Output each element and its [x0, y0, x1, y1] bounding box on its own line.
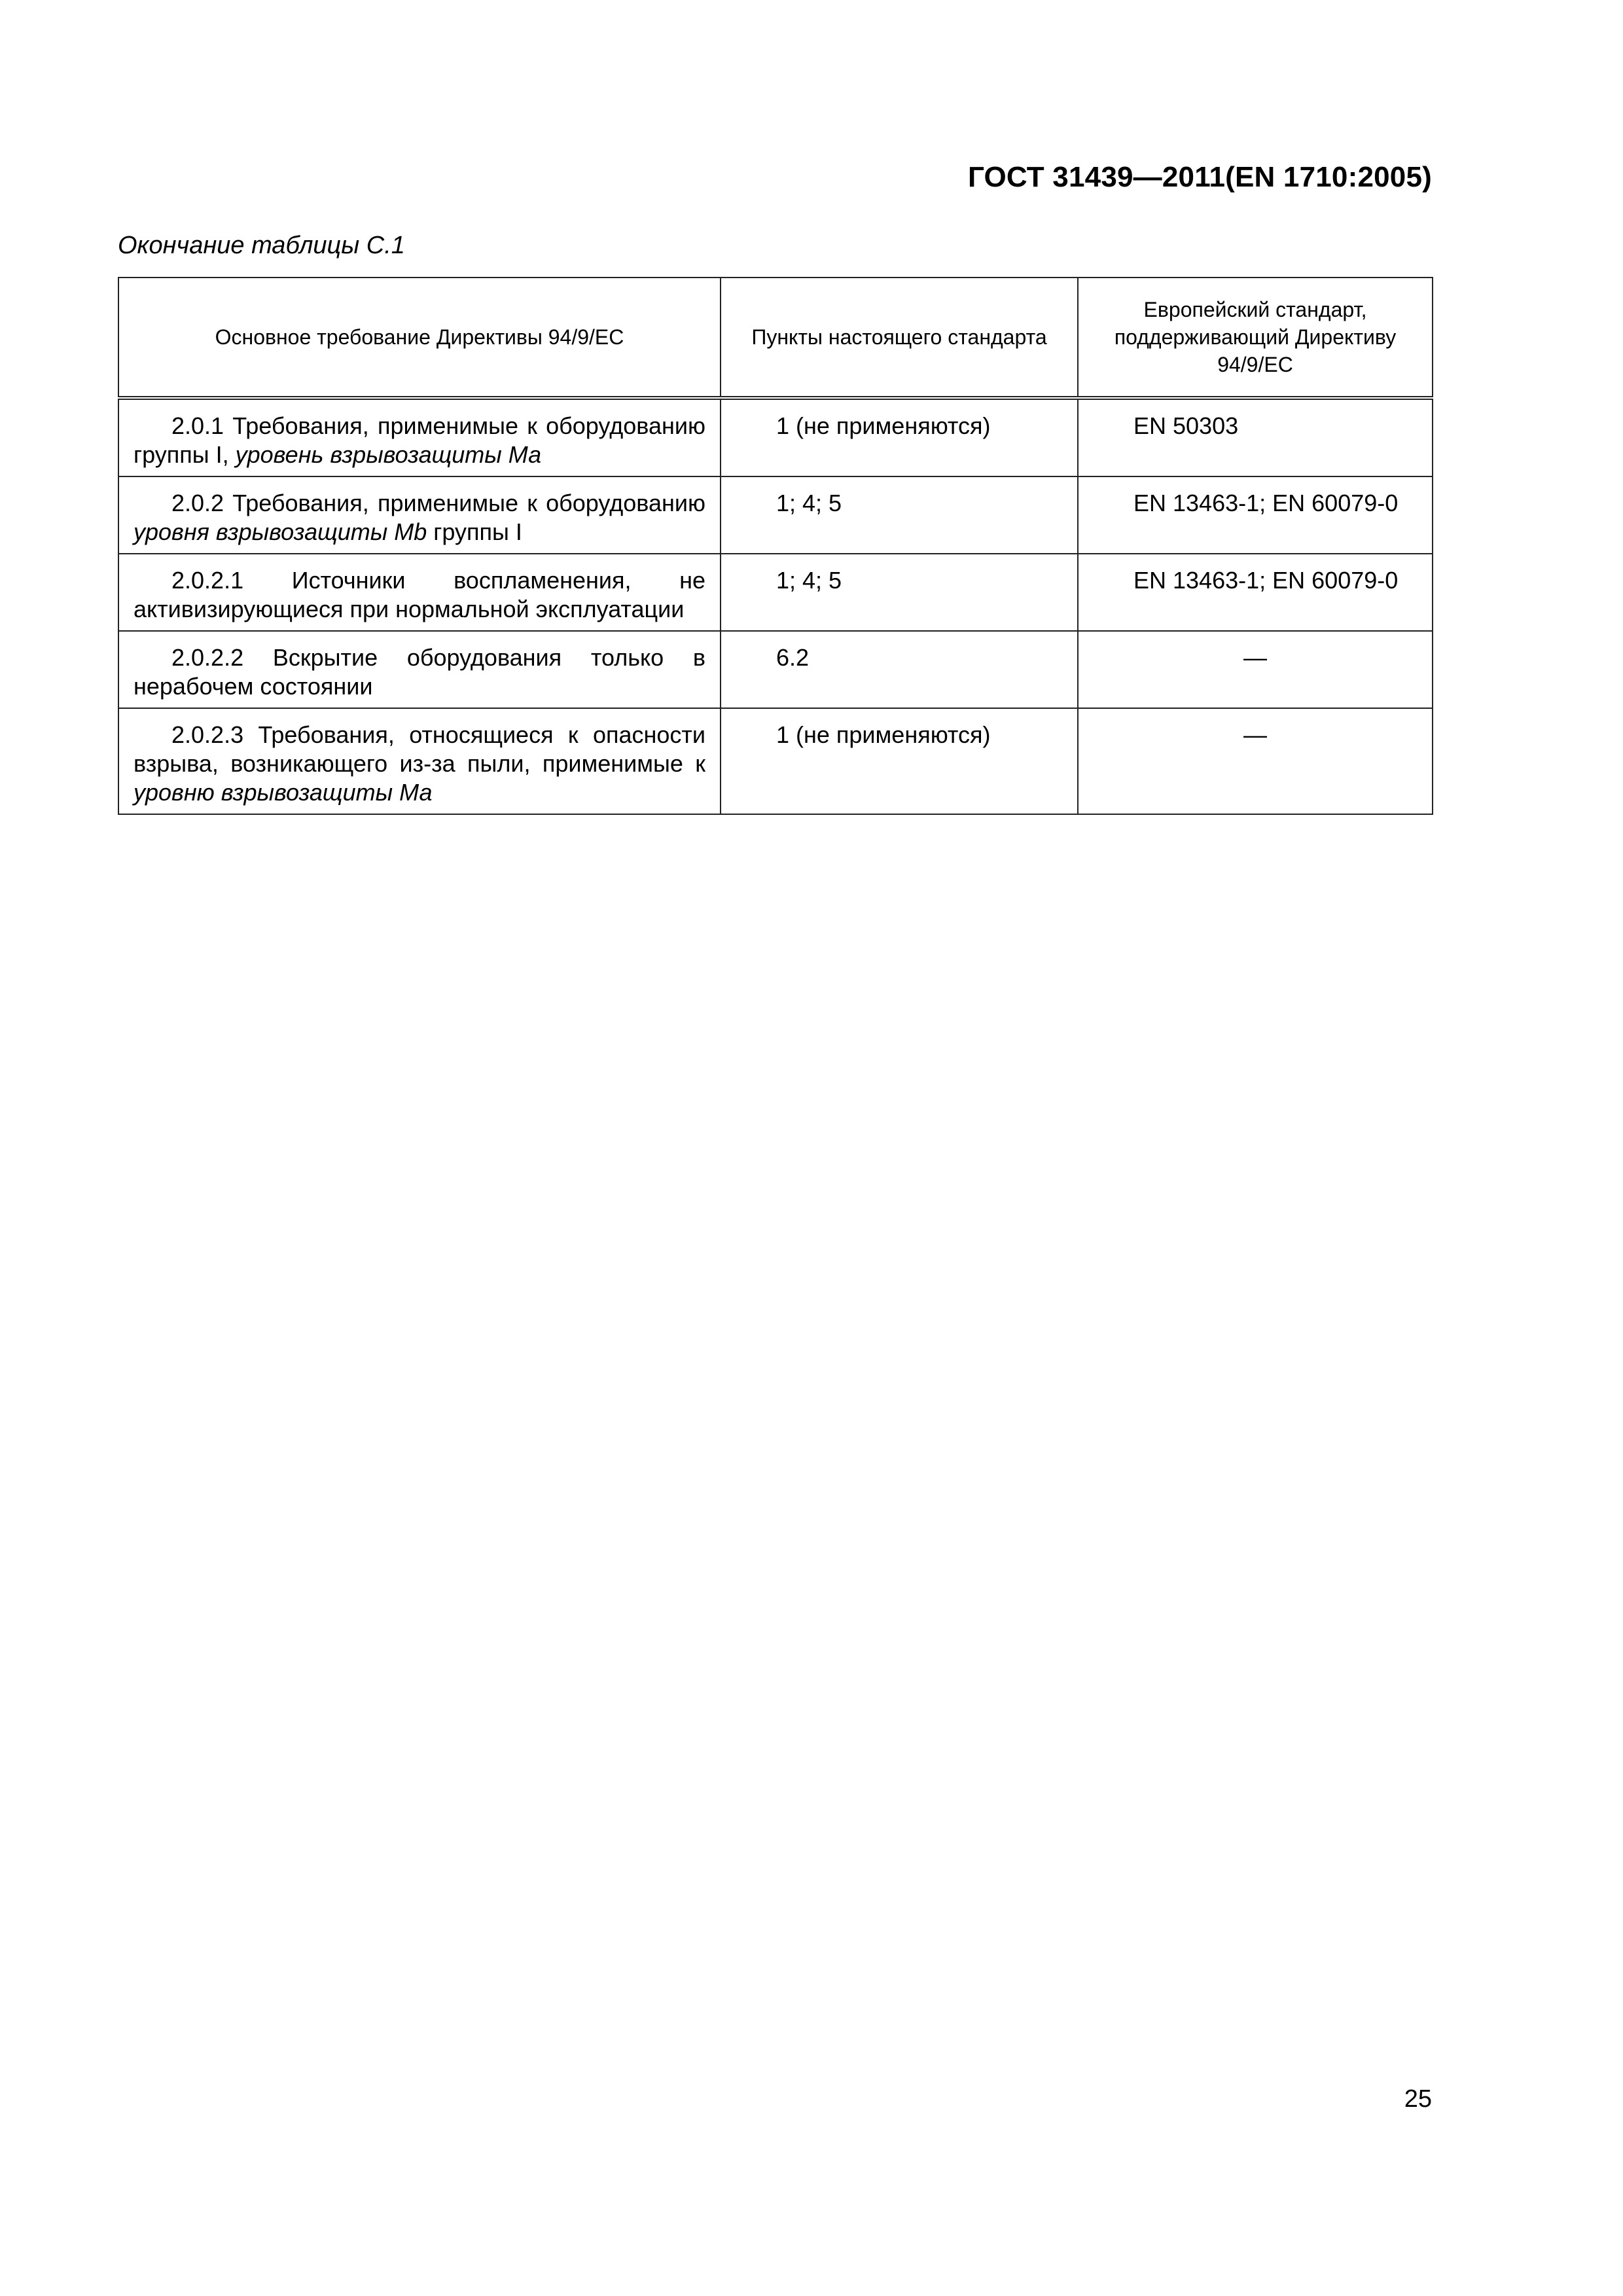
clause-cell: 1; 4; 5 — [721, 554, 1078, 631]
standard-cell: EN 50303 — [1078, 398, 1433, 476]
clause-cell: 6.2 — [721, 631, 1078, 708]
requirement-cell — [118, 631, 721, 708]
table-header-row — [118, 278, 1433, 398]
requirement-cell — [118, 554, 721, 631]
requirement-text: 2.0.1 Требования, применимые к оборудованию группы I, — [134, 412, 705, 468]
table-row — [118, 476, 1433, 554]
requirements-table — [118, 277, 1433, 815]
clause-cell: 1 (не применяются) — [721, 398, 1078, 476]
column-header-standard: Европейский стандарт, поддерживающий Директиву 94/9/ЕС — [1078, 278, 1433, 398]
table-row — [118, 398, 1433, 476]
requirement-text: 2.0.2.3 Требования, относящиеся к опасности взрыва, возникающего из-за пыли, применимые к — [134, 721, 705, 777]
standard-cell: — — [1078, 708, 1433, 814]
requirement-cell — [118, 708, 721, 814]
table-row — [118, 554, 1433, 631]
standard-cell: — — [1078, 631, 1433, 708]
table-caption: Окончание таблицы С.1 — [118, 232, 405, 259]
clause-cell: 1; 4; 5 — [721, 476, 1078, 554]
column-header-clauses: Пункты настоящего стандарта — [721, 278, 1078, 398]
requirement-tail-text: группы I — [427, 518, 522, 545]
table-row — [118, 708, 1433, 814]
requirement-text: 2.0.2.1 Источники воспламенения, не активизирующиеся при нормальной эксплуатации — [134, 567, 705, 622]
requirement-cell — [118, 476, 721, 554]
column-header-requirement: Основное требование Директивы 94/9/ЕС — [118, 278, 721, 398]
table-row — [118, 631, 1433, 708]
requirement-italic-text: уровень взрывозащиты Ма — [235, 441, 542, 468]
requirement-cell — [118, 398, 721, 476]
requirement-text: 2.0.2.2 Вскрытие оборудования только в нерабочем состоянии — [134, 644, 705, 700]
requirement-text: 2.0.2 Требования, применимые к оборудованию — [171, 490, 705, 516]
standard-cell: EN 13463-1; EN 60079-0 — [1078, 554, 1433, 631]
document-header: ГОСТ 31439—2011(EN 1710:2005) — [967, 161, 1432, 193]
page-number: 25 — [1404, 2085, 1432, 2113]
standard-cell: EN 13463-1; EN 60079-0 — [1078, 476, 1433, 554]
clause-cell: 1 (не применяются) — [721, 708, 1078, 814]
requirement-italic-text: уровню взрывозащиты Ма — [134, 779, 433, 806]
requirement-italic-text: уровня взрывозащиты Mb — [134, 518, 427, 545]
